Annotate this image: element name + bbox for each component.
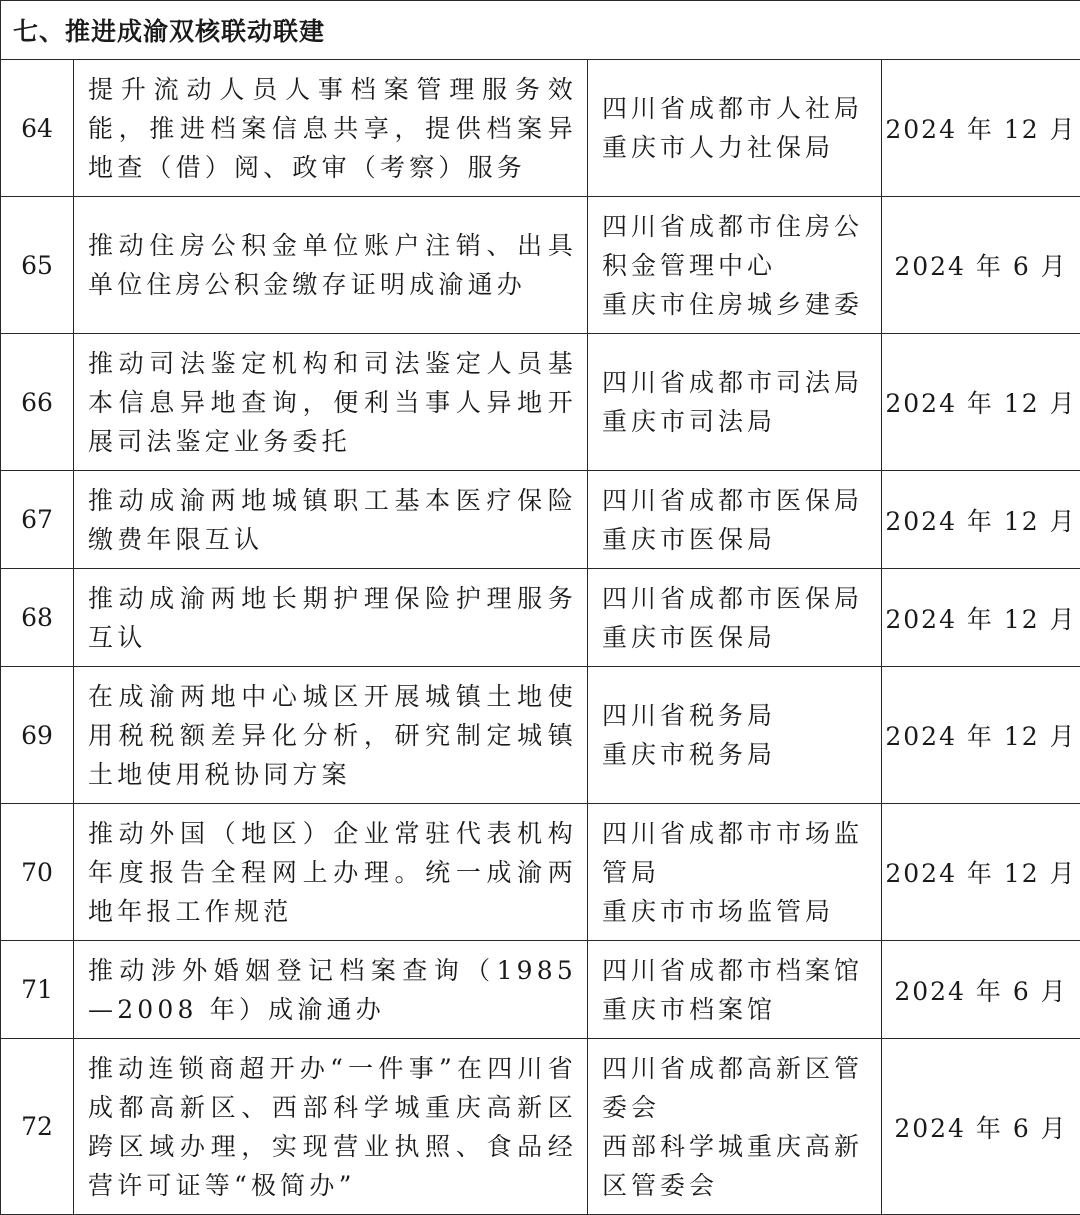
department-name: 四川省成都高新区管委会 <box>602 1049 873 1127</box>
row-number: 66 <box>1 334 74 471</box>
department-name: 四川省成都市住房公积金管理中心 <box>602 207 873 285</box>
table-row <box>1 941 1080 1039</box>
department-name: 重庆市人力社保局 <box>602 128 873 167</box>
table-row <box>1 60 1080 197</box>
responsible-departments <box>588 1039 882 1215</box>
section-title: 七、推进成渝双核联动联建 <box>1 1 1080 60</box>
task-table-body <box>1 1 1080 1215</box>
task-description: 推动涉外婚姻登记档案查询（1985—2008 年）成渝通办 <box>74 941 588 1039</box>
responsible-departments <box>588 569 882 667</box>
department-name: 重庆市住房城乡建委 <box>602 285 873 324</box>
department-name: 四川省成都市档案馆 <box>602 951 873 990</box>
row-number: 65 <box>1 197 74 334</box>
task-description: 推动外国（地区）企业常驻代表机构年度报告全程网上办理。统一成渝两地年报工作规范 <box>74 804 588 941</box>
row-number: 68 <box>1 569 74 667</box>
responsible-departments <box>588 197 882 334</box>
task-description: 推动连锁商超开办“一件事”在四川省成都高新区、西部科学城重庆高新区跨区域办理，实现营业执照、食品经营许可证等“极简办” <box>74 1039 588 1215</box>
deadline: 2024 年 12 月 <box>882 334 1080 471</box>
task-description: 推动司法鉴定机构和司法鉴定人员基本信息异地查询，便利当事人异地开展司法鉴定业务委托 <box>74 334 588 471</box>
table-row <box>1 667 1080 804</box>
task-description: 推动住房公积金单位账户注销、出具单位住房公积金缴存证明成渝通办 <box>74 197 588 334</box>
department-name: 重庆市档案馆 <box>602 990 873 1029</box>
responsible-departments <box>588 334 882 471</box>
row-number: 71 <box>1 941 74 1039</box>
row-number: 72 <box>1 1039 74 1215</box>
deadline: 2024 年 12 月 <box>882 471 1080 569</box>
task-description: 在成渝两地中心城区开展城镇土地使用税税额差异化分析，研究制定城镇土地使用税协同方案 <box>74 667 588 804</box>
department-name: 重庆市市场监管局 <box>602 892 873 931</box>
department-name: 重庆市税务局 <box>602 735 873 774</box>
row-number: 64 <box>1 60 74 197</box>
deadline: 2024 年 6 月 <box>882 941 1080 1039</box>
deadline: 2024 年 12 月 <box>882 804 1080 941</box>
task-description: 推动成渝两地城镇职工基本医疗保险缴费年限互认 <box>74 471 588 569</box>
responsible-departments <box>588 60 882 197</box>
deadline: 2024 年 6 月 <box>882 1039 1080 1215</box>
row-number: 69 <box>1 667 74 804</box>
task-description: 推动成渝两地长期护理保险护理服务互认 <box>74 569 588 667</box>
table-row <box>1 1039 1080 1215</box>
department-name: 西部科学城重庆高新区管委会 <box>602 1127 873 1205</box>
deadline: 2024 年 12 月 <box>882 667 1080 804</box>
responsible-departments <box>588 471 882 569</box>
department-name: 四川省成都市人社局 <box>602 89 873 128</box>
table-row <box>1 334 1080 471</box>
department-name: 四川省成都市市场监管局 <box>602 814 873 892</box>
department-name: 四川省税务局 <box>602 696 873 735</box>
deadline: 2024 年 12 月 <box>882 60 1080 197</box>
table-row <box>1 197 1080 334</box>
department-name: 四川省成都市医保局 <box>602 481 873 520</box>
deadline: 2024 年 12 月 <box>882 569 1080 667</box>
table-row <box>1 471 1080 569</box>
responsible-departments <box>588 667 882 804</box>
table-row <box>1 804 1080 941</box>
task-description: 提升流动人员人事档案管理服务效能，推进档案信息共享，提供档案异地查（借）阅、政审（考察）服务 <box>74 60 588 197</box>
table-row <box>1 569 1080 667</box>
department-name: 重庆市医保局 <box>602 618 873 657</box>
department-name: 四川省成都市司法局 <box>602 363 873 402</box>
section-header-row <box>1 1 1080 60</box>
responsible-departments <box>588 804 882 941</box>
department-name: 重庆市医保局 <box>602 520 873 559</box>
deadline: 2024 年 6 月 <box>882 197 1080 334</box>
responsible-departments <box>588 941 882 1039</box>
department-name: 四川省成都市医保局 <box>602 579 873 618</box>
row-number: 67 <box>1 471 74 569</box>
row-number: 70 <box>1 804 74 941</box>
department-name: 重庆市司法局 <box>602 402 873 441</box>
